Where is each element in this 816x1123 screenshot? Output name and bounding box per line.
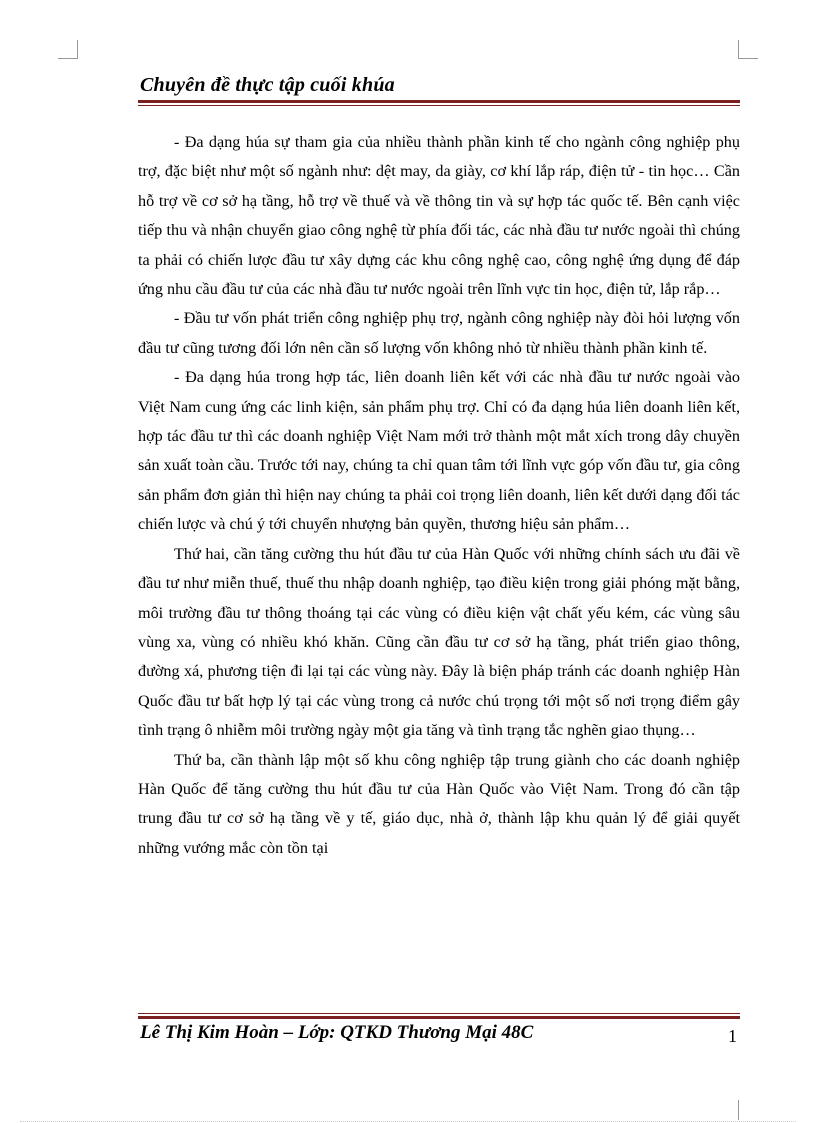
paragraph: - Đa dạng húa sự tham gia của nhiều thành phần kinh tế cho ngành công nghiệp phụ trợ, đặc biệt như một số ngành như: dệt may, da giày, cơ khí lắp ráp, điện tử - tin học… Cần hỗ trợ về cơ sở hạ tầng, hỗ trợ về thuế và về thông tin và sự hợp tác quốc tế. Bên cạnh việc tiếp thu và nhận chuyển giao công nghệ từ phía đối tác, các nhà đầu tư nước ngoài thì chúng ta phải có chiến lược đầu tư xây dựng các khu công nghệ cao, công nghệ ứng dụng để đáp ứng nhu cầu đầu tư của các nhà đầu tư nước ngoài trên lĩnh vực tin học, điện tử, lắp rắp…: [138, 133, 740, 299]
header-rule-thick: [138, 100, 740, 103]
paragraph: - Đầu tư vốn phát triển công nghiệp phụ trợ, ngành công nghiệp này đòi hỏi lượng vốn đầu tư cũng tương đối lớn nên cần số lượng vốn không nhỏ từ nhiều thành phần kinh tế.: [138, 309, 740, 357]
crop-mark-bottom-right-v: [738, 1100, 739, 1120]
paragraph: Thứ ba, cần thành lập một số khu công nghiệp tập trung giành cho các doanh nghiệp Hàn Quốc để tăng cường thu hút đầu tư của Hàn Quốc vào Việt Nam. Trong đó cần tập trung đầu tư cơ sở hạ tầng về y tế, giáo dục, nhà ở, thành lập khu quản lý để giải quyết những vướng mắc còn tồn tại: [138, 750, 740, 857]
crop-mark-top-left-h: [58, 58, 78, 59]
header-rule-thin: [138, 105, 740, 106]
page-number: 1: [728, 1026, 737, 1046]
crop-mark-top-right-h: [738, 58, 758, 59]
body-text: [138, 128, 740, 863]
footer-rule-thick: [138, 1016, 740, 1019]
crop-mark-top-left-v: [77, 40, 78, 58]
header-title: Chuyên đề thực tập cuối khúa: [140, 74, 395, 96]
crop-mark-top-right-v: [738, 40, 739, 58]
paragraph: Thứ hai, cần tăng cường thu hút đầu tư của Hàn Quốc với những chính sách ưu đãi về đầu tư như miễn thuế, thuế thu nhập doanh nghiệp, tạo điều kiện trong giải phóng mặt bằng, môi trường đầu tư thông thoáng tại các vùng có điều kiện vật chất yếu kém, các vùng sâu vùng xa, vùng có nhiều khó khăn. Cũng cần đầu tư cơ sở hạ tầng, phát triển giao thông, đường xá, phương tiện đi lại tại các vùng này. Đây là biện pháp tránh các doanh nghiệp Hàn Quốc đầu tư bất hợp lý tại các vùng trong cả nước chú trọng tới một số nơi trọng điểm gây tình trạng ô nhiễm môi trường ngày một gia tăng và tình trạng tắc nghẽn giao thụng…: [138, 544, 740, 740]
paragraph: - Đa dạng húa trong hợp tác, liên doanh liên kết với các nhà đầu tư nước ngoài vào Việt Nam cung ứng các linh kiện, sản phẩm phụ trợ. Chỉ có đa dạng húa liên doanh liên kết, hợp tác đầu tư thì các doanh nghiệp Việt Nam mới trở thành một mắt xích trong dây chuyền sản xuất toàn cầu. Trước tới nay, chúng ta chỉ quan tâm tới lĩnh vực góp vốn đầu tư, gia công sản phẩm đơn giản thì hiện nay chúng ta phải coi trọng liên doanh, liên kết dưới dạng đối tác chiến lược và chú ý tới chuyển nhượng bản quyền, thương hiệu sản phẩm…: [138, 368, 740, 534]
footer-rule-thin: [138, 1013, 740, 1014]
footer-author: Lê Thị Kim Hoàn – Lớp: QTKD Thương Mại 48C: [140, 1022, 534, 1043]
